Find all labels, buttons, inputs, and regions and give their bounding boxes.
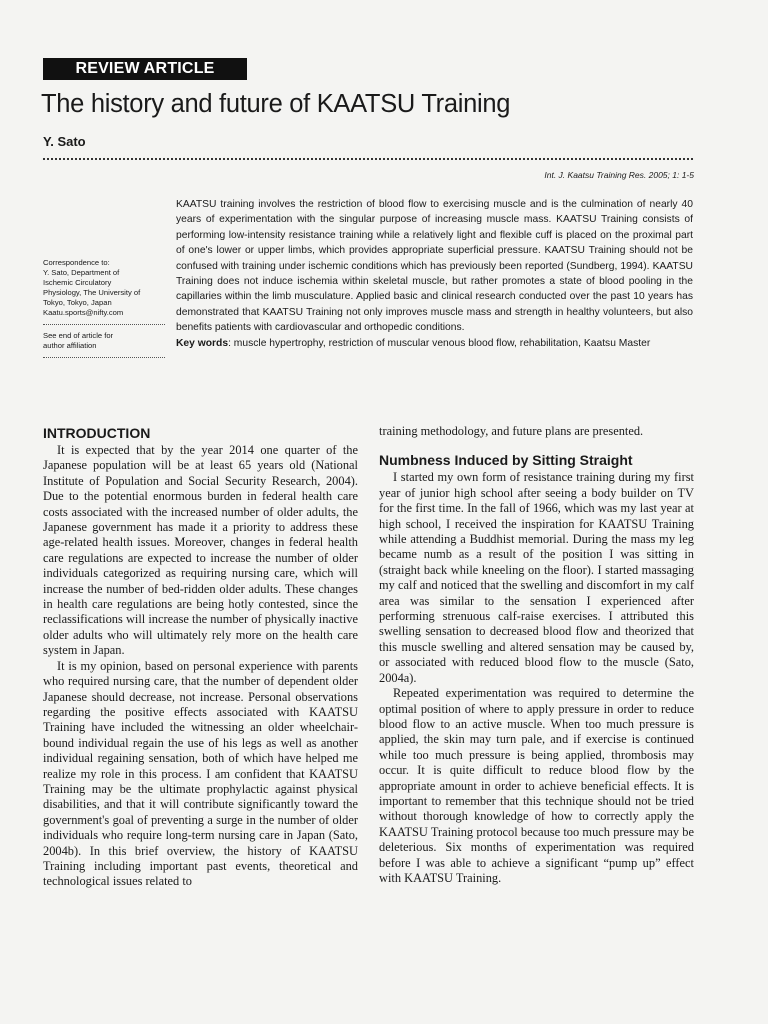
section-heading-numbness: Numbness Induced by Sitting Straight — [379, 452, 633, 469]
sidebar-divider — [43, 324, 165, 325]
section-heading-introduction: INTRODUCTION — [43, 425, 151, 441]
journal-citation: Int. J. Kaatsu Training Res. 2005; 1: 1-5 — [544, 170, 694, 180]
body-paragraph: It is expected that by the year 2014 one quarter of the Japanese population will be at least 65 years old (National Institute of Population and Social Security Research, 2004). Due to the potential enormous burden in federal health care costs associated with the increased number of older adults, the Japanese government has made it a priority to address these age-related health issues. Moreover, changes in federal health care regulations are expected to increase the number of older individuals categorized as requiring nursing care, which will increase the number of bed-ridden older adults. These changes in health care regulations are being hotly contested, since the reclassifications will increase the number of physically inactive older adults who will ultimately rely more on the health care system in Japan. — [43, 443, 358, 658]
correspondence-email: Kaatu.sports@nifty.com — [43, 308, 124, 317]
affiliation-note-line: See end of article for — [43, 331, 114, 340]
correspondence-line: Ischemic Circulatory — [43, 278, 112, 287]
correspondence-line: Tokyo, Tokyo, Japan — [43, 298, 112, 307]
correspondence-sidebar — [43, 258, 165, 364]
body-paragraph-continuation: training methodology, and future plans are presented. — [379, 424, 644, 438]
article-type-banner: REVIEW ARTICLE — [43, 58, 247, 80]
body-paragraph: Repeated experimentation was required to determine the optimal position of where to apply pressure in order to reduce blood flow to an active muscle. When too much pressure is applied, the skin may turn pale, and if exercise is continued while too much pressure is being applied, thrombosis may occur. It is quite difficult to reduce blood flow by the appropriate amount in order to achieve beneficial effects. It is important to remember that this technique should not be tried without thorough knowledge of how to correctly apply the KAATSU Training protocol because too much pressure may be deleterious. Six months of experimentation was required before I was able to achieve a significant “pump up” effect with KAATSU Training. — [379, 686, 694, 885]
article-title: The history and future of KAATSU Training — [41, 90, 511, 118]
body-column-left — [43, 424, 358, 890]
author-name: Y. Sato — [43, 134, 86, 149]
sidebar-divider — [43, 357, 165, 358]
abstract — [176, 197, 693, 351]
body-column-right — [379, 424, 694, 886]
header-divider — [43, 158, 693, 160]
keywords-label: Key words — [176, 337, 229, 349]
correspondence-line: Y. Sato, Department of — [43, 268, 120, 277]
correspondence-line: Physiology, The University of — [43, 288, 141, 297]
keywords-list: : muscle hypertrophy, restriction of muscular venous blood flow, rehabilitation, Kaatsu Master — [228, 337, 651, 349]
body-paragraph: It is my opinion, based on personal experience with parents who required nursing care, that the number of dependent older Japanese should decrease, not increase. Personal observations regarding the positive effects associated with KAATSU Training have included the witnessing an older wheelchair-bound individual regain the use of his legs as well as another individual regaining sensation, both of which have helped me realize my role in this process. I am confident that KAATSU Training may be the ultimate prophylactic against physical disabilities, and that it will contribute significantly toward the government's goal of preventing a surge in the number of older individuals who require long-term nursing care in Japan (Sato, 2004b). In this brief overview, the history of KAATSU Training including important past events, theoretical and technological issues related to — [43, 658, 358, 889]
abstract-text: KAATSU training involves the restriction of blood flow to exercising muscle and is the culmination of nearly 40 years of experimentation with the singular purpose of increasing muscle mass. KAATSU Training consists of performing low-intensity resistance training while a relatively light and flexible cuff is placed on the proximal part of one's lower or upper limbs, which provides appropriate superficial pressure. KAATSU Training should not be confused with training under ischemic conditions which has previously been reported (Sundberg, 1994). KAATSU Training does not induce ischemia within skeletal muscle, but rather promotes a state of blood pooling in the capillaries within the limb musculature. Applied basic and clinical research conducted over the past 10 years has demonstrated that KAATSU Training not only improves muscle mass and strength in healthy volunteers, but also benefits patients with cardiovascular and orthopedic conditions. — [176, 199, 693, 334]
body-paragraph: I started my own form of resistance training during my first year of junior high school after seeing a body builder on TV for the first time. In the fall of 1966, which was my last year at high school, I received the inspiration for KAATSU Training while attending a Buddhist memorial. During the mass my leg became numb as a result of the position I was sitting in (straight back while kneeling on the floor). I started massaging my calf and noticed that the swelling and discomfort in my calf area was similar to the sensation I experienced after performing strenuous calf-raise exercises. I attributed this swelling sensation to decreased blood flow and theorized that this muscle swelling and altered sensation may be caused by, or associated with reduced blood flow to the muscle (Sato, 2004a). — [379, 470, 694, 685]
correspondence-line: Correspondence to: — [43, 258, 110, 267]
affiliation-note-line: author affiliation — [43, 341, 97, 350]
